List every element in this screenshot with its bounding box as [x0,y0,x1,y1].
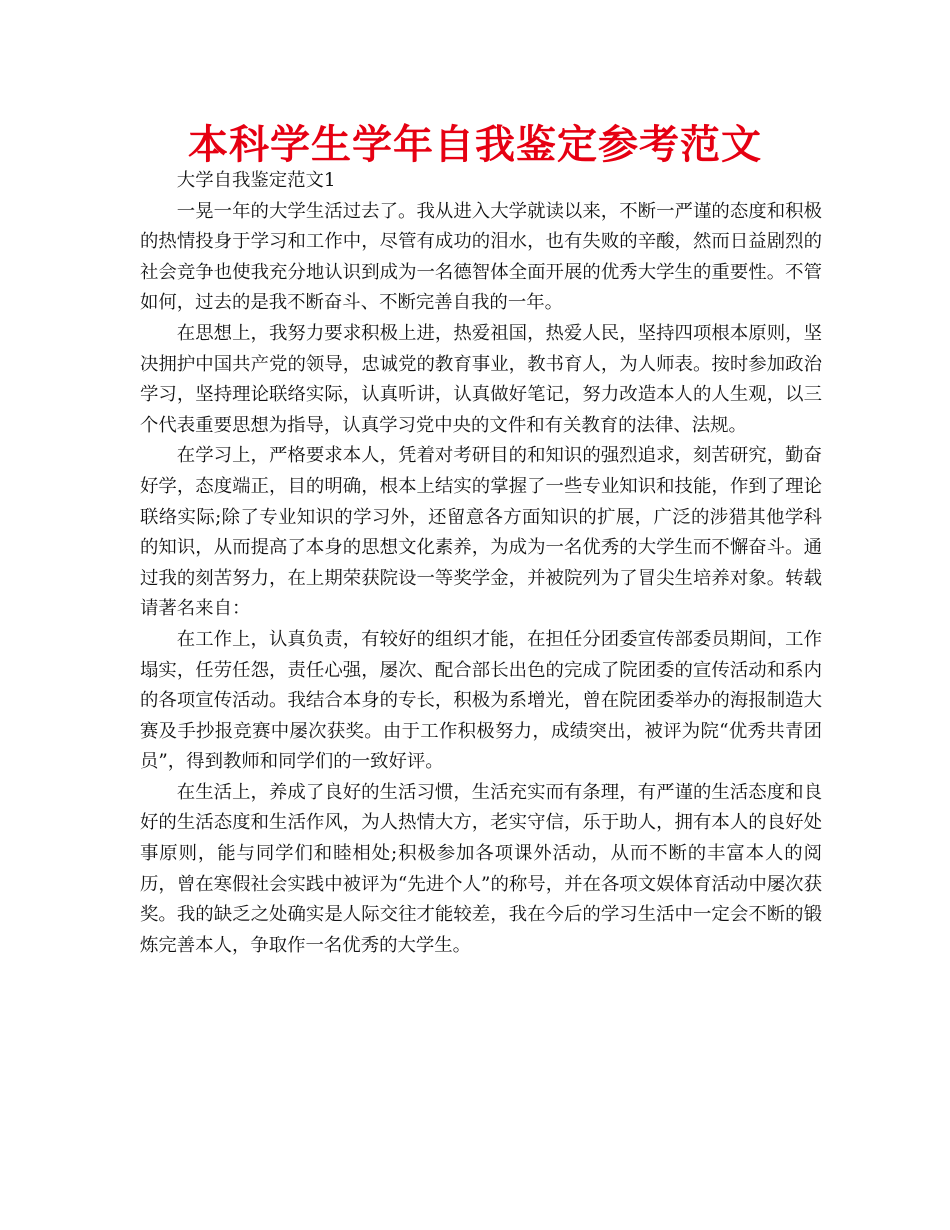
document-body [140,166,822,961]
paragraph-life: 在生活上，养成了良好的生活习惯，生活充实而有条理，有严谨的生活态度和良好的生活态度和生活作风，为人热情大方，老实守信，乐于助人，拥有本人的良好处事原则，能与同学们和睦相处;积极参加各项课外活动，从而不断的丰富本人的阅历，曾在寒假社会实践中被评为“先进个人”的称号，并在各项文娱体育活动中屡次获奖。我的缺乏之处确实是人际交往才能较差，我在今后的学习生活中一定会不断的锻炼完善本人，争取作一名优秀的大学生。 [140,781,822,956]
document-title: 本科学生学年自我鉴定参考范文 [188,122,762,168]
paragraph-intro: 一晃一年的大学生活过去了。我从进入大学就读以来，不断一严谨的态度和积极的热情投身于学习和工作中，尽管有成功的泪水，也有失败的辛酸，然而日益剧烈的社会竞争也使我充分地认识到成为一名德智体全面开展的优秀大学生的重要性。不管如何，过去的是我不断奋斗、不断完善自我的一年。 [140,200,822,314]
paragraph-ideology: 在思想上，我努力要求积极上进，热爱祖国，热爱人民，坚持四项根本原则，坚决拥护中国共产党的领导，忠诚党的教育事业，教书育人，为人师表。按时参加政治学习，坚持理论联络实际，认真听讲，认真做好笔记，努力改造本人的人生观，以三个代表重要思想为指导，认真学习党中央的文件和有关教育的法律、法规。 [140,322,822,436]
paragraph-work: 在工作上，认真负责，有较好的组织才能，在担任分团委宣传部委员期间，工作塌实，任劳任怨，责任心强，屡次、配合部长出色的完成了院团委的宣传活动和系内的各项宣传活动。我结合本身的专长，积极为系增光，曾在院团委举办的海报制造大赛及手抄报竞赛中屡次获奖。由于工作积极努力，成绩突出，被评为院“优秀共青团员”，得到教师和同学们的一致好评。 [140,628,822,773]
paragraph-study: 在学习上，严格要求本人，凭着对考研目的和知识的强烈追求，刻苦研究，勤奋好学，态度端正，目的明确，根本上结实的掌握了一些专业知识和技能，作到了理论联络实际;除了专业知识的学习外，还留意各方面知识的扩展，广泛的涉猎其他学科的知识，从而提高了本身的思想文化素养，为成为一名优秀的大学生而不懈奋斗。通过我的刻苦努力，在上期荣获院设一等奖学金，并被院列为了冒尖生培养对象。转载请著名来自： [140,445,822,620]
document-subtitle: 大学自我鉴定范文1 [176,170,336,191]
